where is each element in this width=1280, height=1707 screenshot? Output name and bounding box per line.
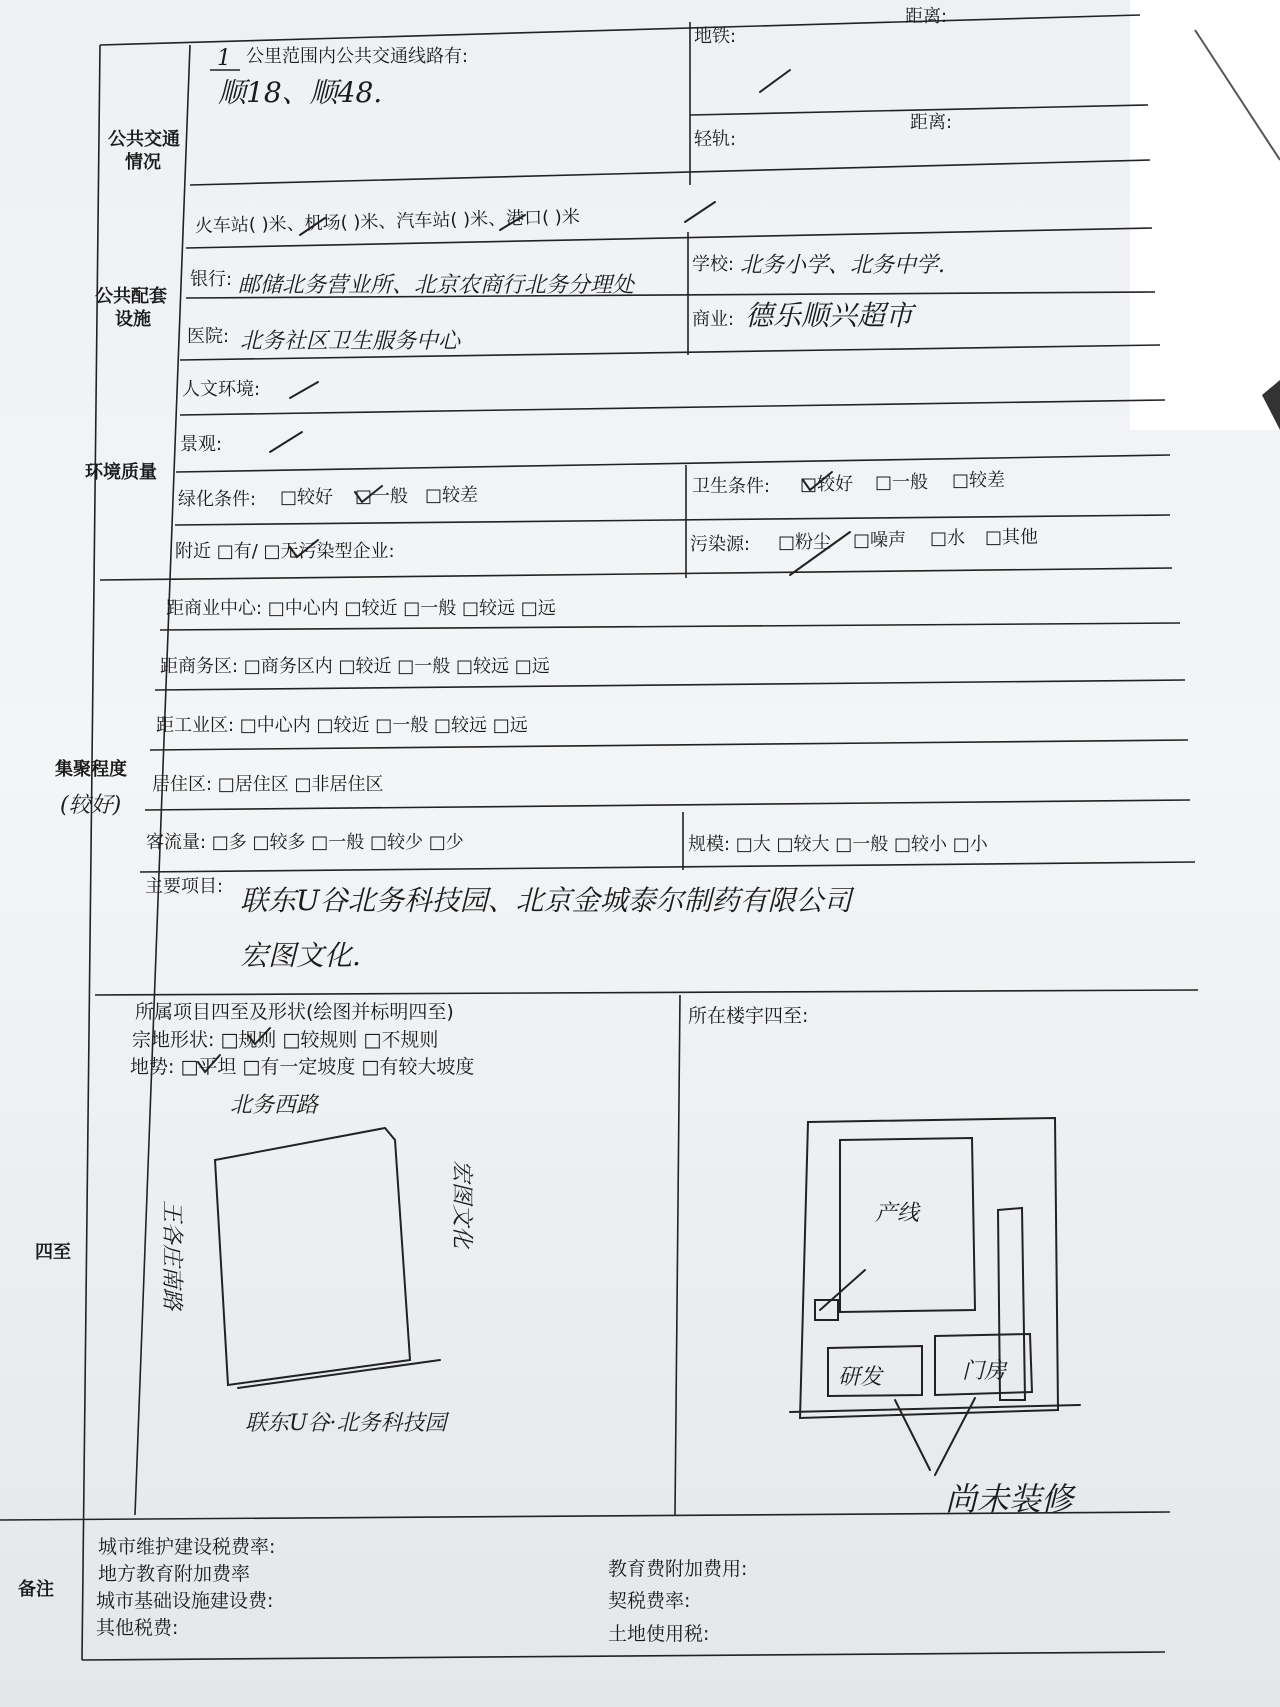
- pollution-option-water[interactable]: □水: [930, 528, 966, 549]
- north-boundary: 北务西路: [230, 1093, 319, 1118]
- scenery-label: 景观:: [180, 434, 223, 455]
- pollution-label: 污染源:: [690, 534, 751, 555]
- hospital-label: 医院:: [187, 326, 230, 347]
- parcel-sketch: [215, 1128, 410, 1385]
- scale-row: 规模: □大 □较大 □一般 □较小 □小: [688, 834, 988, 855]
- polluting-enterprise-text: 附近 □有/ □无污染型企业:: [175, 541, 395, 562]
- gate-pointer: [820, 1270, 865, 1310]
- culture-label: 人文环境:: [182, 379, 261, 400]
- east-boundary-vertical: [449, 1160, 474, 1250]
- transit-routes: 顺18、顺48.: [218, 76, 383, 109]
- main-projects-line-1: 联东U谷北务科技园、北京金城泰尔制药有限公司: [240, 884, 852, 917]
- transit-label-2: 情况: [125, 152, 161, 173]
- subway-distance-label: 距离:: [905, 6, 948, 27]
- transit-radius-text: 公里范围内公共交通线路有:: [246, 46, 469, 67]
- light-rail-label: 轻轨:: [694, 129, 737, 150]
- boundaries-label: 四至: [35, 1242, 71, 1263]
- transit-label-1: 公共交通: [108, 129, 180, 150]
- school-label: 学校:: [692, 254, 735, 275]
- west-boundary-vertical: [159, 1200, 184, 1312]
- annotation-arrow-2: [935, 1398, 975, 1475]
- facilities-label-1: 公共配套: [95, 286, 167, 307]
- commerce-value: 德乐顺兴超市: [745, 299, 914, 332]
- bank-label: 银行:: [190, 269, 233, 290]
- hygiene-option-average[interactable]: □一般: [875, 472, 929, 493]
- agglomeration-label: 集聚程度: [55, 759, 127, 780]
- other-taxes: 其他税费:: [96, 1617, 179, 1639]
- culture-dash-mark: [290, 382, 318, 398]
- commercial-center-row: 距商业中心: □中心内 □较近 □一般 □较远 □远: [166, 598, 556, 619]
- passenger-flow-row: 客流量: □多 □较多 □一般 □较少 □少: [146, 832, 464, 853]
- education-surcharge: 教育费附加费用:: [608, 1558, 748, 1580]
- greening-option-average[interactable]: □一般: [355, 486, 409, 507]
- residential-row: 居住区: □居住区 □非居住区: [152, 774, 384, 795]
- pollution-option-noise[interactable]: □噪声: [853, 530, 907, 551]
- commerce-label: 商业:: [692, 309, 735, 330]
- greening-option-poor[interactable]: □较差: [425, 485, 479, 506]
- stations-line: 火车站( )米、机场( )米、汽车站( )米、港口( )米: [194, 206, 581, 237]
- local-education-surcharge: 地方教育附加费率: [98, 1563, 251, 1585]
- warehouse-block-label: 门房: [962, 1359, 1007, 1384]
- south-boundary: 联东U谷·北务科技园: [245, 1411, 447, 1436]
- remarks-label: 备注: [18, 1579, 54, 1600]
- parcel-shape-row: 宗地形状: □规则 □较规则 □不规则: [132, 1029, 439, 1051]
- rd-block-label: 研发: [838, 1365, 883, 1390]
- boundaries-right-title: 所在楼宇四至:: [688, 1005, 809, 1027]
- business-district-row: 距商务区: □商务区内 □较近 □一般 □较远 □远: [160, 656, 550, 677]
- subway-label: 地铁:: [694, 26, 737, 47]
- production-block-label: 产线: [875, 1201, 920, 1226]
- urban-maintenance-tax: 城市维护建设税费率:: [98, 1536, 276, 1558]
- school-value: 北务小学、北务中学.: [740, 253, 945, 278]
- transit-radius: 1: [217, 46, 231, 71]
- pollution-option-dust[interactable]: □粉尘: [778, 532, 832, 553]
- terrain-row: 地势: □平坦 □有一定坡度 □有较大坡度: [130, 1056, 475, 1078]
- west-boundary: 王各庄南路: [159, 1200, 184, 1311]
- annotation-arrow-1: [895, 1400, 930, 1470]
- industrial-zone-row: 距工业区: □中心内 □较近 □一般 □较远 □远: [156, 715, 528, 736]
- light-rail-distance-label: 距离:: [910, 112, 953, 133]
- hospital-value: 北务社区卫生服务中心: [240, 329, 461, 354]
- bus-dash-mark: [685, 202, 715, 222]
- east-boundary: 宏图文化: [449, 1160, 474, 1249]
- bank-value: 邮储北务营业所、北京农商行北务分理处: [238, 273, 635, 298]
- subway-dash-mark: [760, 70, 790, 92]
- hygiene-label: 卫生条件:: [692, 476, 771, 497]
- deed-tax: 契税费率:: [608, 1590, 691, 1612]
- pollution-option-other[interactable]: □其他: [985, 527, 1039, 548]
- boundaries-left-title: 所属项目四至及形状(绘图并标明四至): [135, 1001, 454, 1023]
- agglomeration-note: (较好): [60, 793, 122, 818]
- main-projects-label: 主要项目:: [145, 876, 224, 897]
- parcel-south-road-line: [238, 1360, 440, 1388]
- land-use-tax: 土地使用税:: [608, 1623, 710, 1645]
- greening-option-good[interactable]: □较好: [280, 487, 334, 508]
- scenery-dash-mark: [270, 432, 302, 452]
- building-annotation: 尚未装修: [945, 1480, 1074, 1518]
- greening-label: 绿化条件:: [178, 489, 257, 510]
- environment-label: 环境质量: [85, 462, 157, 483]
- infrastructure-fee: 城市基础设施建设费:: [96, 1590, 274, 1612]
- facilities-label-2: 设施: [115, 309, 151, 330]
- hygiene-option-good[interactable]: □较好: [800, 474, 854, 495]
- main-projects-line-2: 宏图文化.: [240, 939, 361, 972]
- hygiene-option-poor[interactable]: □较差: [952, 470, 1006, 491]
